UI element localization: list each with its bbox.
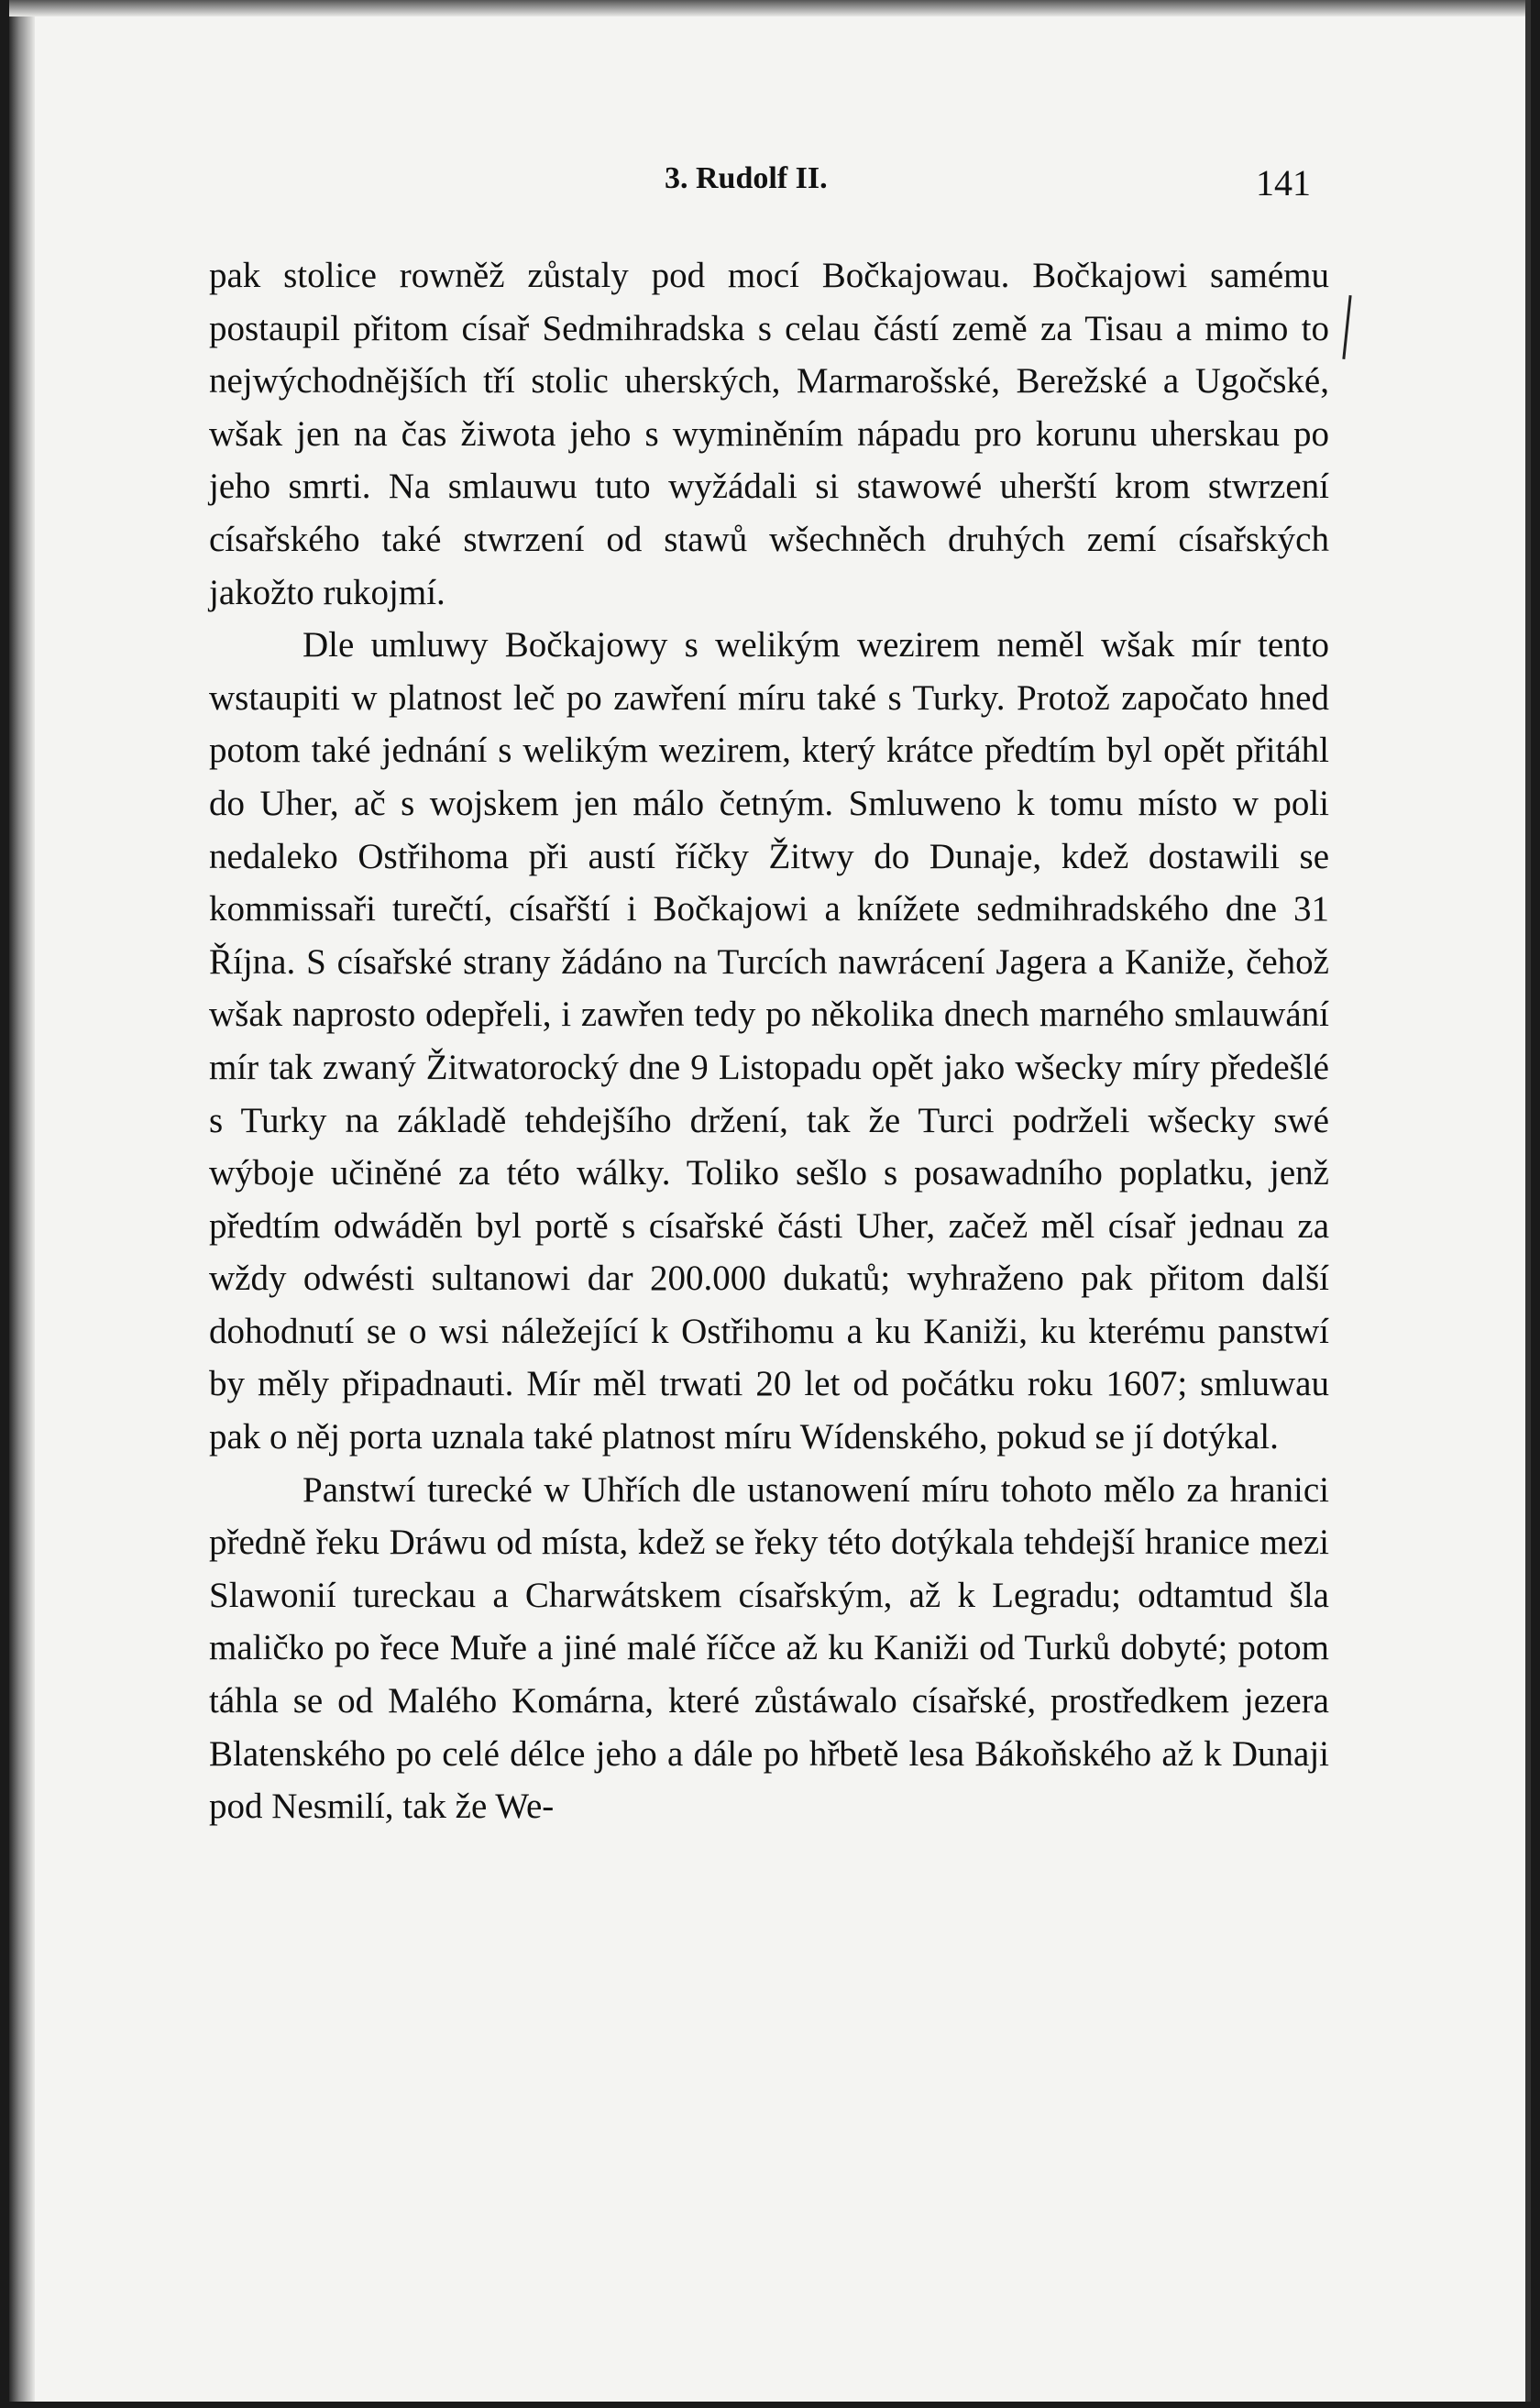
page-header	[9, 158, 1531, 213]
running-head: 3. Rudolf II.	[665, 161, 828, 195]
paragraph: Dle umluwy Bočkajowy s welikým wezirem neměl wšak mír tento wstaupiti w platnost leč po zawření míru také s Turky. Protož započato hned potom také jednání s welikým wezirem, který krátce předtím byl opět přitáhl do Uher, ač s wojskem jen málo četným. Smluweno k tomu místo w poli nedaleko Ostřihoma při austí říčky Žitwy do Dunaje, kdež dostawili se kommissaři turečtí, císařští i Bočkajowi a knížete sedmihradského dne 31 Října. S císařské strany žádáno na Turcích nawrácení Jagera a Kaniže, čehož wšak naprosto odepřeli, i zawřen tedy po několika dnech marného smlauwání mír tak zwaný Žitwatorocký dne 9 Listopadu opět jako wšecky míry předešlé s Turky na základě tehdejšího držení, tak že Turci podrželi wšecky swé wýboje učiněné za této wálky. Toliko sešlo s posawadního poplatku, jenž předtím odwáděn byl portě s císařské části Uher, začež měl císař jednau za wždy odwésti sultanowi dar 200.000 dukatů; wyhraženo pak přitom další dohodnutí se o wsi náležející k Ostřihomu a ku Kaniži, ku kterému panstwí by měly připadnauti. Mír měl trwati 20 let od počátku roku 1607; smluwau pak o něj porta uznala také platnost míru Wídenského, pokud se jí dotýkal.	[209, 625, 1329, 1457]
margin-pencil-mark	[1342, 295, 1351, 359]
book-page	[9, 0, 1531, 2402]
paragraph: pak stolice rowněž zůstaly pod mocí Bočkajowau. Bočkajowi samému postaupil přitom císař Sedmihradska s celau částí země za Tisau a mimo to nejwýchodnějších tří stolic uherských, Marmarošské, Berežské a Ugočské, wšak jen na čas žiwota jeho s wyminěním nápadu pro korunu uherskau po jeho smrti. Na smlauwu tuto wyžádali si stawowé uherští krom stwrzení císařského také stwrzení od stawů wšechněch druhých zemí císařských jakožto rukojmí.	[209, 256, 1329, 612]
page-top-edge	[9, 0, 1531, 16]
page-right-edge	[1525, 0, 1531, 2402]
paragraph: Panstwí turecké w Uhřích dle ustanowení míru tohoto mělo za hranici předně řeku Dráwu od místa, kdež se řeky této dotýkala tehdejší hranice mezi Slawonií tureckau a Charwátskem císařským, až k Legradu; odtamtud šla maličko po řece Muře a jiné malé říčce až ku Kaniži od Turků dobyté; potom táhla se od Malého Komárna, které zůstáwalo císařské, prostředkem jezera Blatenského po celé délce jeho a dále po hřbetě lesa Bákoňského až k Dunaji pod Nesmilí, tak že We-	[209, 1469, 1329, 1827]
page-number: 141	[1256, 162, 1311, 203]
page-binding-edge	[9, 0, 35, 2402]
body-text	[209, 249, 1329, 1833]
